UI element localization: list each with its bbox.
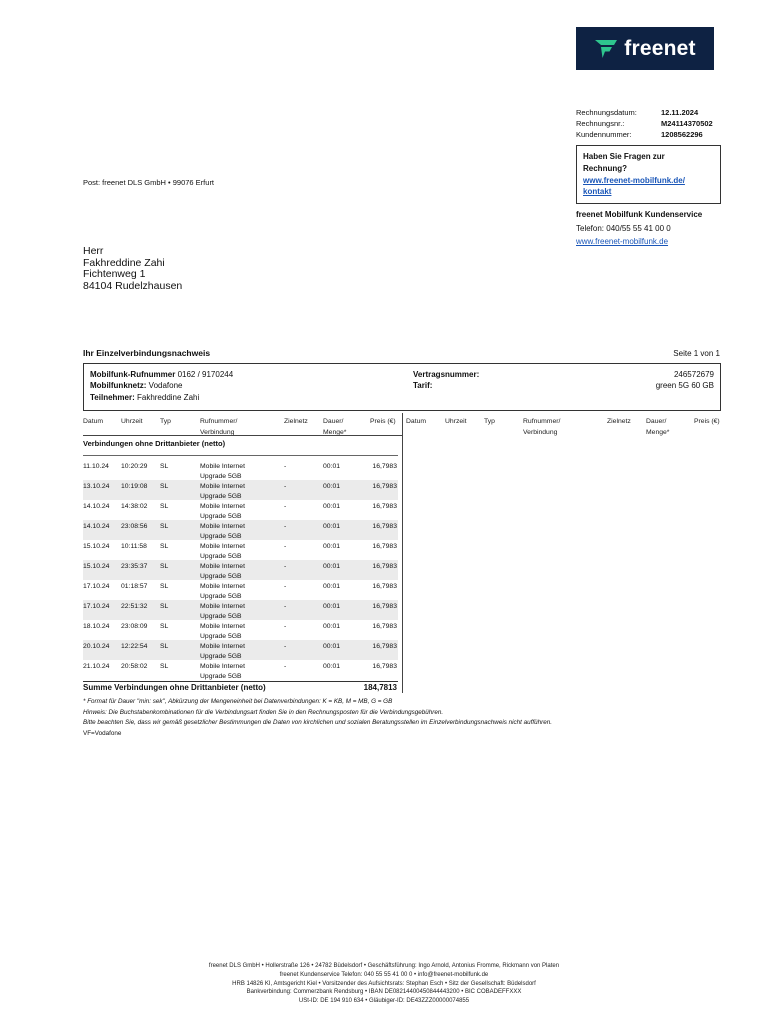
col-uhrzeit: Uhrzeit — [121, 418, 143, 425]
meta-row — [576, 107, 726, 118]
row-zielnetz: - — [284, 543, 287, 550]
row-uhrzeit: 22:51:32 — [121, 603, 148, 610]
row-rufnummer-line1: Mobile Internet — [200, 483, 245, 490]
meta-value: M24114370502 — [661, 119, 713, 128]
row-uhrzeit: 01:18:57 — [121, 583, 148, 590]
row-typ: SL — [160, 483, 169, 490]
row-preis: 16,7983 — [372, 503, 397, 510]
note-line: Bitte beachten Sie, dass wir gemäß gesetzlicher Bestimmungen die Daten von kirchlichen und sozialen Beratungsstellen im Einzelverbindungsnachweis nicht aufführen. — [83, 719, 553, 726]
address-line: Fakhreddine Zahi — [83, 256, 165, 269]
row-preis: 16,7983 — [372, 463, 397, 470]
row-dauer: 00:01 — [323, 523, 341, 530]
questions-title-line2: Rechnung? — [583, 164, 627, 173]
table-row — [83, 640, 398, 660]
table-row — [83, 500, 398, 520]
vertrag-value: 246572679 — [673, 370, 714, 379]
subheading: Verbindungen ohne Drittanbieter (netto) — [83, 439, 226, 448]
address-line: Fichtenweg 1 — [83, 268, 146, 280]
page-number: Seite 1 von 1 — [673, 349, 720, 358]
footer-line: Bankverbindung: Commerzbank Rendsburg • IBAN DE08214400450844443200 • BIC COBADEFFXXX — [246, 989, 522, 996]
row-dauer: 00:01 — [323, 583, 341, 590]
row-preis: 16,7983 — [372, 523, 397, 530]
row-dauer: 00:01 — [323, 463, 341, 470]
row-rufnummer-line2: Upgrade 5GB — [200, 532, 242, 540]
row-rufnummer — [200, 642, 245, 661]
row-rufnummer-line1: Mobile Internet — [200, 643, 245, 650]
footer — [0, 962, 768, 1006]
row-preis: 16,7983 — [372, 483, 397, 490]
row-zielnetz: - — [284, 483, 287, 490]
table-row — [83, 660, 398, 680]
row-datum: 15.10.24 — [83, 563, 110, 570]
note-line: * Format für Dauer "min: sek", Abkürzung der Mengeneinheit bei Datenverbindungen: K = KB, M = MB, G = GB — [83, 698, 393, 705]
row-rufnummer-line1: Mobile Internet — [200, 523, 245, 530]
connection-table — [83, 460, 398, 680]
teilnehmer-value: Fakhreddine Zahi — [136, 393, 200, 402]
col-dauer-right-line1: Dauer/ — [646, 418, 667, 425]
row-zielnetz: - — [284, 523, 287, 530]
col-zielnetz: Zielnetz — [284, 418, 308, 425]
service-website-link[interactable]: www.freenet-mobilfunk.de — [576, 237, 669, 246]
row-datum: 15.10.24 — [83, 543, 110, 550]
tarif-label — [413, 380, 432, 391]
meta-value: 12.11.2024 — [661, 108, 699, 117]
row-typ: SL — [160, 603, 169, 610]
row-dauer: 00:01 — [323, 543, 341, 550]
row-rufnummer — [200, 502, 245, 521]
connection-info-box — [83, 363, 721, 411]
row-rufnummer — [200, 602, 245, 621]
freenet-logo-icon — [594, 38, 618, 60]
sum-divider — [83, 681, 398, 682]
row-rufnummer — [200, 562, 245, 581]
meta-row — [576, 129, 726, 140]
row-rufnummer-line2: Upgrade 5GB — [200, 592, 242, 600]
row-datum: 11.10.24 — [83, 463, 109, 470]
notes — [83, 697, 552, 739]
rufnummer-label: Mobilfunk-Rufnummer — [90, 370, 176, 379]
logo-text: freenet — [624, 36, 696, 60]
row-datum: 14.10.24 — [83, 503, 110, 510]
header-divider — [83, 435, 403, 436]
row-rufnummer — [200, 462, 245, 481]
table-row — [83, 580, 398, 600]
row-rufnummer-line1: Mobile Internet — [200, 503, 245, 510]
row-zielnetz: - — [284, 603, 287, 610]
service-phone: Telefon: 040/55 55 41 00 0 — [576, 224, 671, 233]
row-typ: SL — [160, 643, 169, 650]
tarif-value: green 5G 60 GB — [655, 381, 714, 390]
row-rufnummer-line1: Mobile Internet — [200, 663, 245, 670]
row-uhrzeit: 14:38:02 — [121, 503, 148, 510]
row-dauer: 00:01 — [323, 623, 341, 630]
row-dauer: 00:01 — [323, 663, 341, 670]
col-rufnummer-line2: Verbindung — [200, 429, 235, 436]
row-rufnummer-line2: Upgrade 5GB — [200, 652, 242, 660]
table-row — [83, 600, 398, 620]
col-typ-right: Typ — [484, 418, 495, 425]
row-rufnummer-line1: Mobile Internet — [200, 563, 245, 570]
row-uhrzeit: 10:19:08 — [121, 483, 148, 490]
row-datum: 20.10.24 — [83, 643, 110, 650]
row-zielnetz: - — [284, 643, 287, 650]
note-line: VF=Vodafone — [83, 729, 122, 737]
note-line: Hinweis: Die Buchstabenkombinationen für die Verbindungsart finden Sie in den Rechnungsposten für die Verbindungsgebühren. — [83, 708, 444, 716]
row-rufnummer-line2: Upgrade 5GB — [200, 572, 242, 580]
row-rufnummer-line1: Mobile Internet — [200, 583, 245, 590]
col-rufnummer-line1: Rufnummer/ — [200, 418, 238, 425]
row-preis: 16,7983 — [372, 563, 397, 570]
row-datum: 18.10.24 — [83, 623, 110, 630]
netz-row — [90, 380, 182, 391]
footer-line: USt-ID: DE 194 910 634 • Gläubiger-ID: DE43ZZZ00000074855 — [298, 998, 470, 1005]
row-rufnummer-line2: Upgrade 5GB — [200, 472, 242, 480]
col-dauer-right — [646, 416, 669, 438]
row-preis: 16,7983 — [372, 643, 397, 650]
column-divider — [402, 413, 403, 693]
table-row — [83, 620, 398, 640]
row-dauer: 00:01 — [323, 603, 341, 610]
row-rufnummer-line1: Mobile Internet — [200, 463, 245, 470]
row-rufnummer-line2: Upgrade 5GB — [200, 512, 242, 520]
footer-line: freenet DLS GmbH • Hollerstraße 126 • 24782 Büdelsdorf • Geschäftsführung: Ingo Arnold, Antonius Fromme, Rickmann von Platen — [208, 963, 560, 969]
row-datum: 13.10.24 — [83, 483, 110, 490]
row-uhrzeit: 20:58:02 — [121, 663, 148, 670]
section-title: Ihr Einzelverbindungsnachweis — [83, 348, 211, 358]
netz-value: Vodafone — [148, 381, 183, 390]
sender-line: Post: freenet DLS GmbH • 99076 Erfurt — [83, 178, 215, 187]
table-row — [83, 460, 398, 480]
address-line: Herr — [83, 245, 104, 257]
vertrag-label — [413, 369, 479, 380]
row-zielnetz: - — [284, 463, 287, 470]
row-preis: 16,7983 — [372, 623, 397, 630]
col-preis: Preis (€) — [370, 418, 396, 425]
col-preis-right: Preis (€) — [694, 418, 720, 425]
freenet-logo — [576, 27, 714, 70]
sum-label: Summe Verbindungen ohne Drittanbieter (netto) — [83, 683, 266, 692]
row-uhrzeit: 23:08:09 — [121, 623, 148, 630]
col-typ: Typ — [160, 418, 171, 425]
row-uhrzeit: 23:35:37 — [121, 563, 148, 570]
row-dauer: 00:01 — [323, 563, 341, 570]
row-preis: 16,7983 — [372, 603, 397, 610]
row-typ: SL — [160, 623, 169, 630]
row-rufnummer-line2: Upgrade 5GB — [200, 612, 242, 620]
row-datum: 17.10.24 — [83, 583, 110, 590]
rufnummer-value: 0162 / 9170244 — [177, 370, 234, 379]
row-rufnummer — [200, 582, 245, 601]
row-rufnummer — [200, 542, 245, 561]
invoice-meta — [576, 107, 726, 140]
row-rufnummer — [200, 482, 245, 501]
row-uhrzeit: 12:22:54 — [121, 643, 148, 650]
meta-key: Rechnungsdatum: — [576, 108, 637, 117]
col-dauer-line1: Dauer/ — [323, 418, 344, 425]
row-zielnetz: - — [284, 623, 287, 630]
netz-label: Mobilfunknetz: — [90, 381, 147, 390]
col-rufnummer-right-line1: Rufnummer/ — [523, 418, 561, 425]
footer-line: freenet Kundenservice Telefon: 040 55 55 41 00 0 • info@freenet-mobilfunk.de — [279, 971, 489, 978]
col-dauer-line2: Menge* — [323, 429, 347, 436]
sum-value: 184,7813 — [363, 683, 397, 692]
row-typ: SL — [160, 543, 169, 550]
row-typ: SL — [160, 563, 169, 570]
col-rufnummer-right — [523, 416, 560, 438]
meta-key: Rechnungsnr.: — [576, 119, 625, 128]
meta-key: Kundennummer: — [576, 130, 632, 139]
contact-link[interactable]: www.freenet-mobilfunk.de/ — [583, 176, 685, 185]
row-typ: SL — [160, 463, 169, 470]
row-rufnummer-line2: Upgrade 5GB — [200, 492, 242, 500]
teilnehmer-row — [90, 392, 199, 403]
contact-link-cont[interactable]: kontakt — [583, 187, 612, 196]
address-line: 84104 Rudelzhausen — [83, 279, 183, 292]
row-zielnetz: - — [284, 663, 287, 670]
row-uhrzeit: 10:11:58 — [121, 543, 147, 550]
row-rufnummer-line2: Upgrade 5GB — [200, 632, 242, 640]
questions-box — [576, 145, 721, 204]
meta-row — [576, 118, 726, 129]
row-typ: SL — [160, 523, 169, 530]
row-dauer: 00:01 — [323, 483, 341, 490]
vertrag-label-text: Vertragsnummer: — [413, 370, 480, 379]
row-zielnetz: - — [284, 583, 287, 590]
col-datum: Datum — [83, 418, 104, 425]
recipient-address — [83, 246, 182, 292]
row-preis: 16,7983 — [372, 543, 397, 550]
row-datum: 14.10.24 — [83, 523, 110, 530]
row-datum: 17.10.24 — [83, 603, 110, 610]
tarif-label-text: Tarif: — [413, 381, 433, 390]
teilnehmer-label: Teilnehmer: — [90, 393, 135, 402]
table-row — [83, 560, 398, 580]
col-datum-right: Datum — [406, 418, 427, 425]
rufnummer-row — [90, 369, 233, 380]
meta-value: 1208562296 — [661, 130, 703, 139]
row-uhrzeit: 10:20:29 — [121, 463, 148, 470]
row-rufnummer-line1: Mobile Internet — [200, 623, 245, 630]
row-zielnetz: - — [284, 503, 287, 510]
row-zielnetz: - — [284, 563, 287, 570]
col-uhrzeit-right: Uhrzeit — [445, 418, 467, 425]
row-rufnummer-line1: Mobile Internet — [200, 543, 245, 550]
row-typ: SL — [160, 503, 169, 510]
questions-title-line1: Haben Sie Fragen zur — [583, 152, 665, 161]
row-typ: SL — [160, 583, 169, 590]
service-title: freenet Mobilfunk Kundenservice — [576, 210, 703, 219]
col-zielnetz-right: Zielnetz — [607, 418, 631, 425]
row-preis: 16,7983 — [372, 583, 397, 590]
row-typ: SL — [160, 663, 169, 670]
row-rufnummer — [200, 662, 245, 681]
row-dauer: 00:01 — [323, 643, 341, 650]
subheading-divider — [83, 455, 398, 456]
row-rufnummer-line1: Mobile Internet — [200, 603, 245, 610]
row-datum: 21.10.24 — [83, 663, 110, 670]
customer-service — [576, 209, 702, 234]
table-row — [83, 520, 398, 540]
footer-line: HRB 14826 KI, Amtsgericht Kiel • Vorsitzender des Aufsichtsrats: Stephan Esch • Sitz der Gesellschaft: Büdelsdorf — [232, 980, 536, 987]
row-rufnummer — [200, 622, 245, 641]
row-uhrzeit: 23:08:56 — [121, 523, 148, 530]
row-rufnummer-line2: Upgrade 5GB — [200, 672, 242, 680]
row-rufnummer-line2: Upgrade 5GB — [200, 552, 242, 560]
col-dauer-right-line2: Menge* — [646, 429, 670, 436]
table-row — [83, 540, 398, 560]
row-preis: 16,7983 — [372, 663, 397, 670]
row-dauer: 00:01 — [323, 503, 341, 510]
col-rufnummer-right-line2: Verbindung — [523, 429, 558, 436]
table-row — [83, 480, 398, 500]
row-rufnummer — [200, 522, 245, 541]
